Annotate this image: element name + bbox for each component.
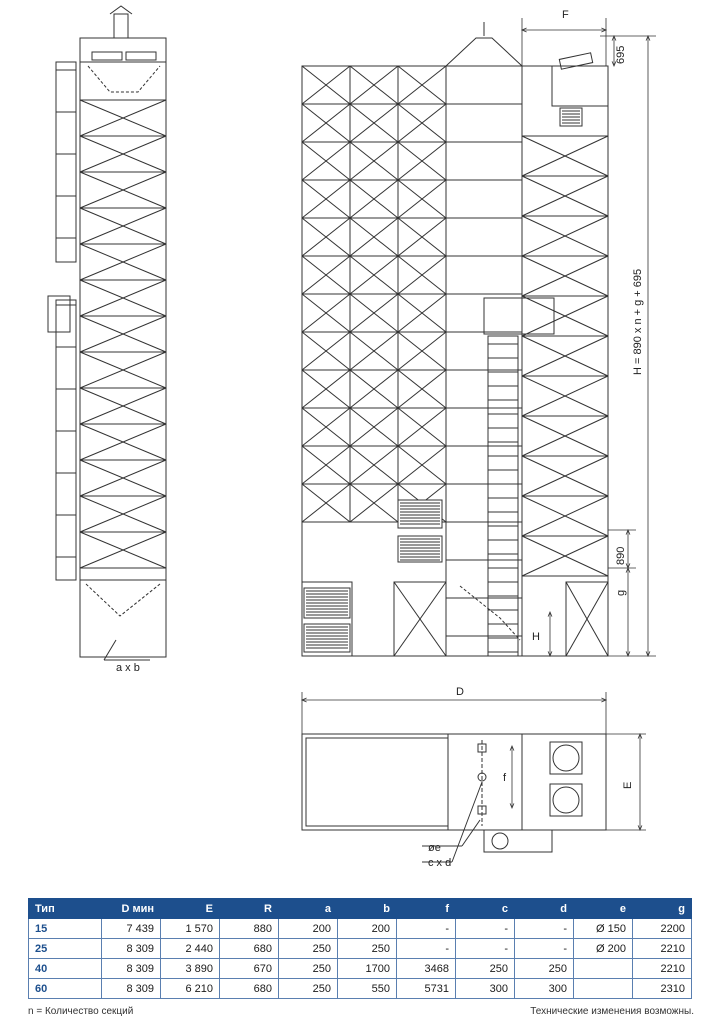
label-E: E bbox=[622, 781, 634, 789]
footnote-changes: Технические изменения возможны. bbox=[530, 1006, 694, 1017]
leader-line bbox=[452, 782, 482, 862]
table-cell: 680 bbox=[220, 979, 279, 999]
table-cell: 8 309 bbox=[102, 979, 161, 999]
label-axb: a x b bbox=[116, 662, 140, 674]
table-cell: 2 440 bbox=[161, 939, 220, 959]
col-header-R: R bbox=[220, 899, 279, 919]
col-header-E: E bbox=[161, 899, 220, 919]
plan-fan-box bbox=[550, 784, 582, 816]
footnote-sections: n = Количество секций bbox=[28, 1006, 134, 1017]
table-cell: 250 bbox=[279, 959, 338, 979]
dimension-lines bbox=[302, 18, 656, 830]
table-header-row bbox=[29, 899, 692, 919]
plan-view bbox=[302, 734, 606, 862]
label-f: f bbox=[503, 772, 507, 784]
table-row bbox=[29, 979, 692, 999]
label-D: D bbox=[456, 686, 464, 698]
fan-grille bbox=[559, 53, 592, 69]
front-view bbox=[302, 22, 608, 656]
table-cell: 250 bbox=[456, 959, 515, 979]
label-oe: øe bbox=[428, 842, 441, 854]
table-row bbox=[29, 939, 692, 959]
table-cell: 60 bbox=[29, 979, 102, 999]
side-view bbox=[48, 6, 166, 660]
table-cell: 1 570 bbox=[161, 919, 220, 939]
table-cell: 5731 bbox=[397, 979, 456, 999]
table-cell: 880 bbox=[220, 919, 279, 939]
bottom-hopper-dashed bbox=[86, 584, 160, 616]
label-H: H bbox=[532, 631, 540, 643]
outlet-louver bbox=[398, 536, 442, 562]
plan-fan-circle bbox=[553, 745, 579, 771]
table-cell: 200 bbox=[279, 919, 338, 939]
col-header-g: g bbox=[633, 899, 692, 919]
col-header-a: a bbox=[279, 899, 338, 919]
leader-line bbox=[462, 820, 480, 846]
col-header-c: c bbox=[456, 899, 515, 919]
table-cell: 670 bbox=[220, 959, 279, 979]
table-cell: 550 bbox=[338, 979, 397, 999]
label-890: 890 bbox=[615, 546, 627, 565]
table-cell: 3468 bbox=[397, 959, 456, 979]
table-cell: 250 bbox=[515, 959, 574, 979]
side-ladder-upper bbox=[56, 62, 76, 262]
chimney-cap bbox=[110, 6, 132, 14]
table-cell: - bbox=[397, 919, 456, 939]
col-header-b: b bbox=[338, 899, 397, 919]
table-cell bbox=[574, 979, 633, 999]
table-cell: 6 210 bbox=[161, 979, 220, 999]
hopper-dashed bbox=[88, 66, 160, 92]
label-695: 695 bbox=[615, 45, 627, 64]
specification-table bbox=[28, 898, 692, 999]
fan-box bbox=[126, 52, 156, 60]
table-cell: 7 439 bbox=[102, 919, 161, 939]
table-cell: 25 bbox=[29, 939, 102, 959]
fan-box bbox=[92, 52, 122, 60]
table-cell: 2310 bbox=[633, 979, 692, 999]
table-cell: 2200 bbox=[633, 919, 692, 939]
table-cell: - bbox=[456, 939, 515, 959]
col-header-d: d bbox=[515, 899, 574, 919]
col-header-e: e bbox=[574, 899, 633, 919]
table-cell: Ø 200 bbox=[574, 939, 633, 959]
label-g: g bbox=[615, 589, 627, 596]
table-cell: 300 bbox=[515, 979, 574, 999]
table-row bbox=[29, 959, 692, 979]
roof-housing bbox=[80, 38, 166, 62]
table-cell: 40 bbox=[29, 959, 102, 979]
table-cell: 3 890 bbox=[161, 959, 220, 979]
table-cell: 250 bbox=[338, 939, 397, 959]
plan-fan-box bbox=[550, 742, 582, 774]
table-cell: 300 bbox=[456, 979, 515, 999]
table-cell: - bbox=[456, 919, 515, 939]
table-row bbox=[29, 919, 692, 939]
plan-base-circle bbox=[492, 833, 508, 849]
right-column bbox=[522, 66, 608, 656]
plan-base-box bbox=[484, 830, 552, 852]
table-cell: 250 bbox=[279, 939, 338, 959]
table-cell: 8 309 bbox=[102, 939, 161, 959]
table-cell: Ø 150 bbox=[574, 919, 633, 939]
side-platform bbox=[48, 296, 70, 332]
table-cell: 200 bbox=[338, 919, 397, 939]
right-fan-housing bbox=[552, 66, 608, 106]
discharge-dashed bbox=[460, 586, 520, 640]
table-cell: 1700 bbox=[338, 959, 397, 979]
table-cell: 250 bbox=[279, 979, 338, 999]
side-ladder-lower bbox=[56, 300, 76, 580]
table-cell: - bbox=[515, 939, 574, 959]
front-platform bbox=[484, 298, 554, 334]
table-cell: 2210 bbox=[633, 939, 692, 959]
table-cell: 2210 bbox=[633, 959, 692, 979]
table-cell: 15 bbox=[29, 919, 102, 939]
table-cell: 680 bbox=[220, 939, 279, 959]
plan-fan-circle bbox=[553, 787, 579, 813]
col-header-dmin: D мин bbox=[102, 899, 161, 919]
col-header-type: Тип bbox=[29, 899, 102, 919]
front-ladder bbox=[488, 336, 518, 656]
table-cell: - bbox=[397, 939, 456, 959]
col-header-f: f bbox=[397, 899, 456, 919]
main-column-outline bbox=[302, 66, 446, 656]
label-cxd: c x d bbox=[428, 857, 452, 869]
label-H-formula: H = 890 x n + g + 695 bbox=[632, 268, 644, 375]
table-cell: 8 309 bbox=[102, 959, 161, 979]
plan-main-column bbox=[306, 738, 448, 826]
label-F: F bbox=[562, 9, 569, 21]
chimney bbox=[114, 14, 128, 38]
elevator-head bbox=[446, 38, 522, 66]
table-cell: - bbox=[515, 919, 574, 939]
table-cell bbox=[574, 959, 633, 979]
